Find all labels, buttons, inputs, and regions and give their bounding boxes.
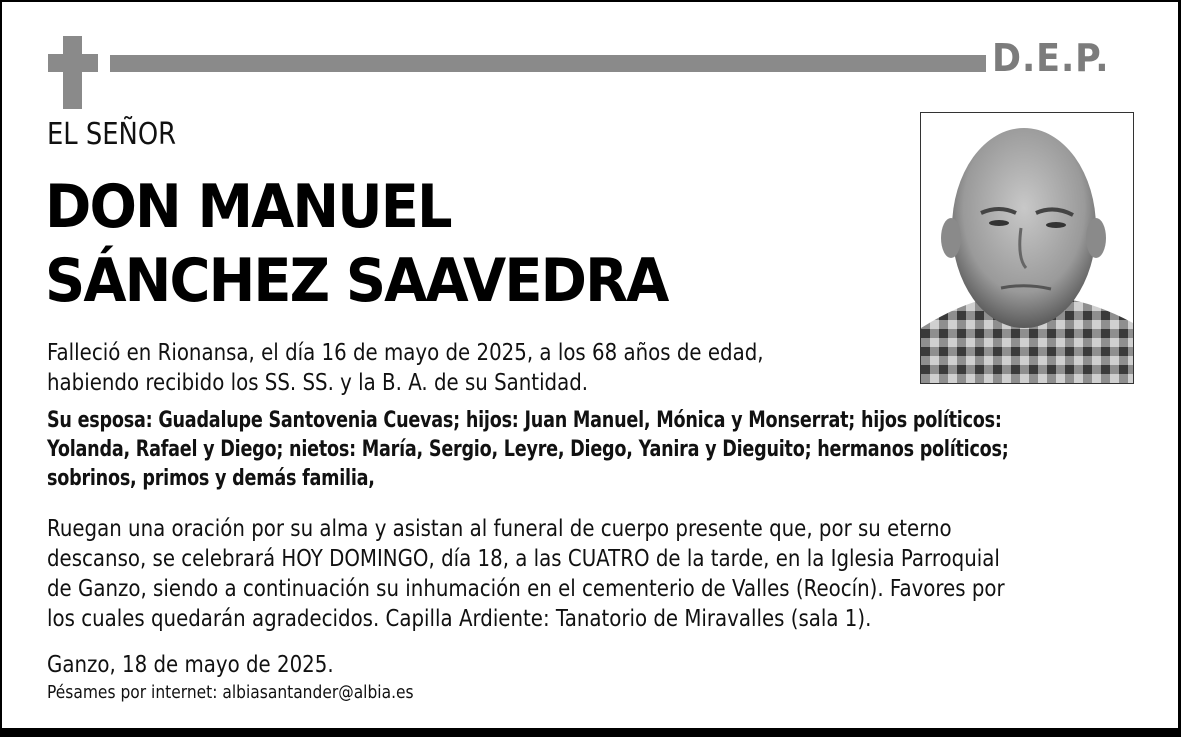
death-notice-line: Falleció en Rionansa, el día 16 de mayo de 2025, a los 68 años de edad, [47, 340, 764, 366]
condolences-email: Pésames por internet: albiasantander@albia.es [47, 682, 414, 703]
family-line: Yolanda, Rafael y Diego; nietos: María, Sergio, Leyre, Diego, Yanira y Dieguito; hermanos políticos; [47, 437, 1009, 462]
place-date: Ganzo, 18 de mayo de 2025. [47, 652, 334, 678]
cross-icon [63, 36, 82, 109]
name-line-2: SÁNCHEZ SAAVEDRA [45, 246, 668, 316]
funeral-line: los cuales quedarán agradecidos. Capilla Ardiente: Tanatorio de Miravalles (sala 1). [47, 606, 872, 632]
title-prefix: EL SEÑOR [47, 117, 177, 152]
funeral-line: de Ganzo, siendo a continuación su inhumación en el cementerio de Valles (Reocín). Favores por [47, 576, 1005, 602]
cross-icon-arm [48, 54, 98, 72]
portrait-photo [920, 112, 1134, 384]
death-notice [47, 338, 764, 398]
funeral-line: descanso, se celebrará HOY DOMINGO, día 18, a las CUATRO de la tarde, en la Iglesia Parroquial [47, 546, 1000, 572]
portrait-image [921, 113, 1133, 383]
funeral-details [47, 514, 1005, 634]
obituary-card [2, 2, 1178, 728]
name-line-1: DON MANUEL [45, 172, 451, 242]
deceased-name [45, 170, 668, 318]
death-notice-line: habiendo recibido los SS. SS. y la B. A. de su Santidad. [47, 370, 589, 396]
family-line: Su esposa: Guadalupe Santovenia Cuevas; hijos: Juan Manuel, Mónica y Monserrat; hijos políticos: [47, 408, 1002, 433]
header-rule [110, 55, 986, 72]
family-list [47, 406, 1009, 493]
dep-label: D.E.P. [992, 36, 1110, 80]
funeral-line: Ruegan una oración por su alma y asistan al funeral de cuerpo presente que, por su eterno [47, 516, 952, 542]
family-line: sobrinos, primos y demás familia, [47, 466, 375, 491]
